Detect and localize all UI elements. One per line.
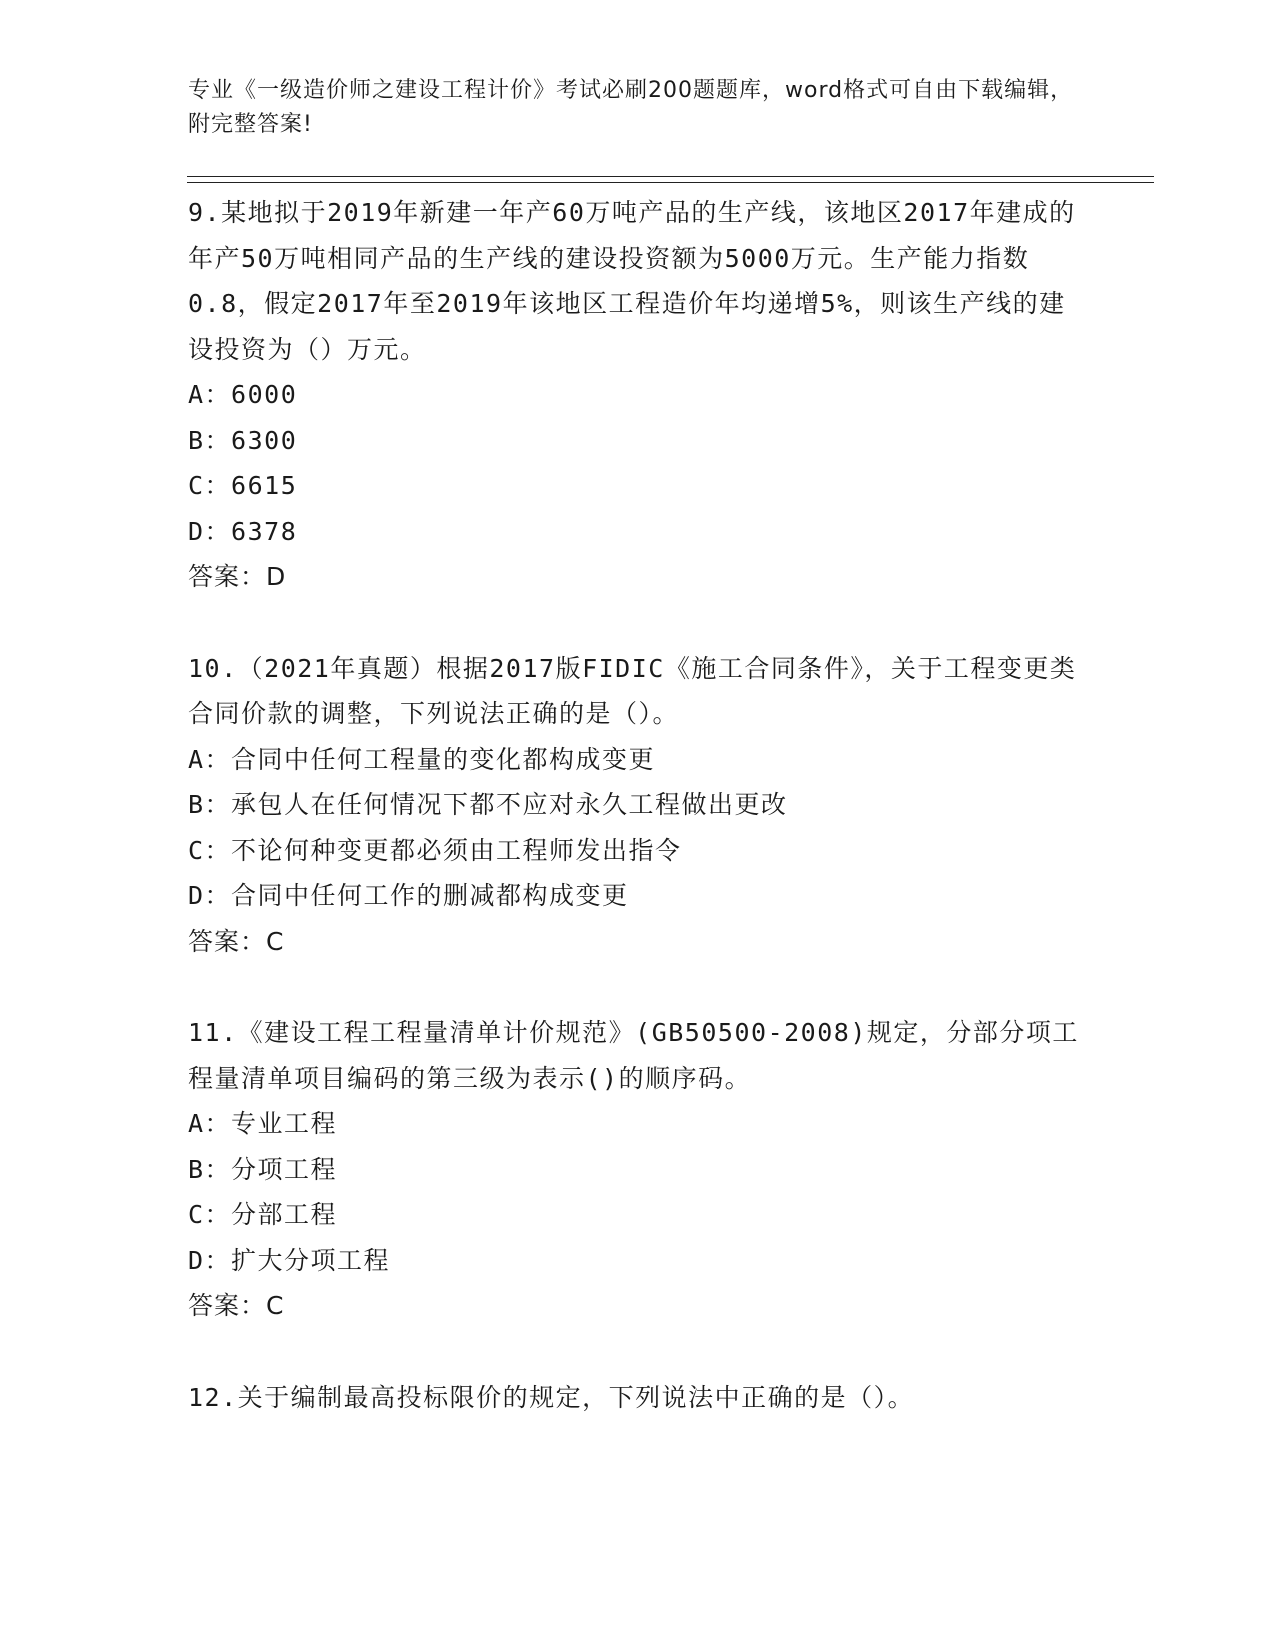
option-d: D：扩大分项工程 — [188, 1245, 391, 1275]
option-d: D：合同中任何工作的删减都构成变更 — [188, 881, 629, 910]
question-list — [188, 190, 1088, 1466]
option-c: C：6615 — [188, 471, 298, 500]
option-a: A：专业工程 — [188, 1109, 338, 1138]
option-a: A：合同中任何工程量的变化都构成变更 — [188, 744, 656, 774]
option-c: C：分部工程 — [188, 1200, 338, 1229]
option-b: B：6300 — [188, 425, 298, 455]
option-b: B：分项工程 — [188, 1154, 338, 1184]
question-11 — [188, 1010, 1088, 1329]
question-9 — [188, 190, 1088, 600]
question-stem: 12.关于编制最高投标限价的规定，下列说法中正确的是（）。 — [188, 1382, 915, 1412]
option-c: C：不论何种变更都必须由工程师发出指令 — [188, 835, 682, 865]
document-intro: 专业《一级造价师之建设工程计价》考试必刷200题题库，word格式可自由下载编辑，附完整答案! — [188, 78, 1074, 137]
answer-text: 答案：D — [188, 562, 287, 591]
option-a: A：6000 — [188, 380, 298, 409]
option-b: B：承包人在任何情况下都不应对永久工程做出更改 — [188, 790, 788, 819]
question-stem: 9.某地拟于2019年新建一年产60万吨产品的生产线，该地区2017年建成的年产50万吨相同产品的生产线的建设投资额为5000万元。生产能力指数0.8，假定2017年至2019年该地区工程造价年均递增5%，则该生产线的建设投资为（）万元。 — [188, 198, 1076, 364]
header-divider-top — [187, 176, 1154, 177]
answer-text: 答案：C — [188, 926, 285, 956]
question-stem: 11.《建设工程工程量清单计价规范》(GB50500-2008)规定，分部分项工程量清单项目编码的第三级为表示()的顺序码。 — [188, 1018, 1079, 1093]
option-d: D：6378 — [188, 516, 298, 546]
question-12 — [188, 1375, 1088, 1421]
question-stem: 10.（2021年真题）根据2017版FIDIC《施工合同条件》，关于工程变更类合同价款的调整，下列说法正确的是（）。 — [188, 653, 1077, 728]
answer-text: 答案：C — [188, 1291, 285, 1320]
question-10 — [188, 646, 1088, 965]
header-divider-bottom — [187, 182, 1154, 183]
